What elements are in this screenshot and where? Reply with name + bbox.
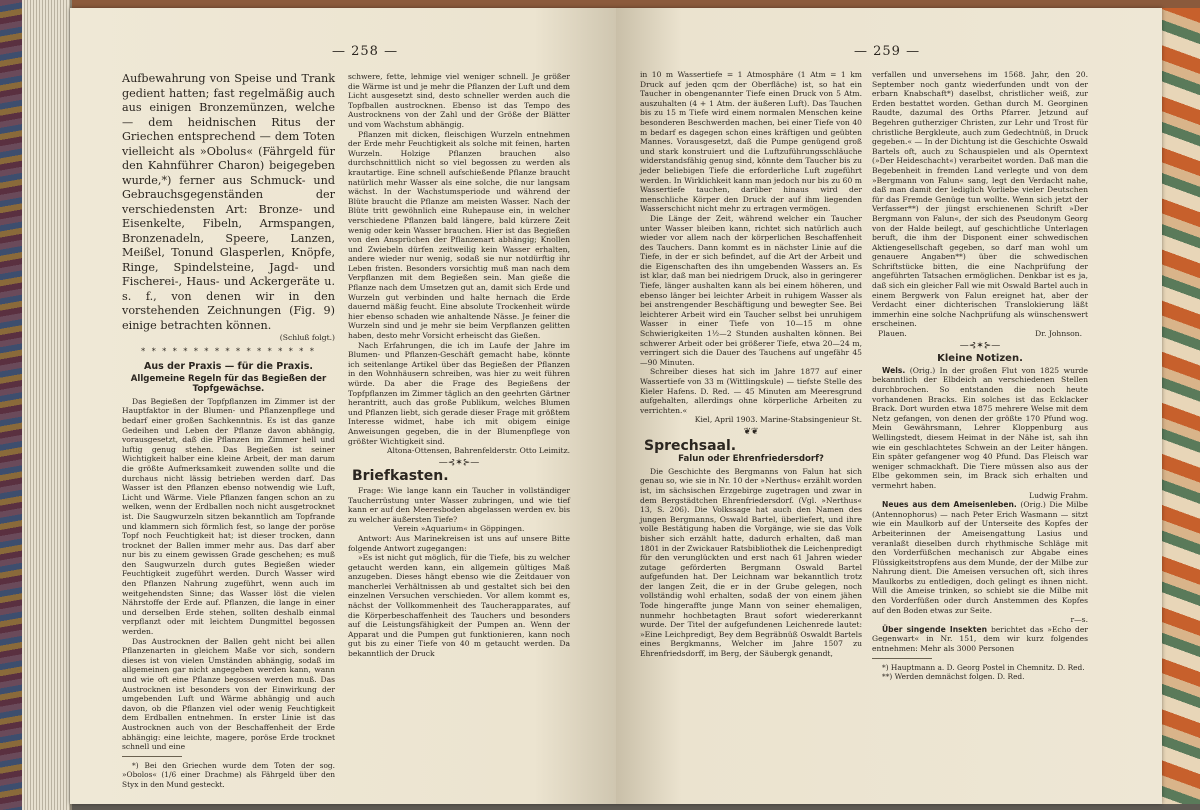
paragraph: Das Begießen der Topfpflanzen im Zimmer ist der Hauptfaktor in der Blumen- und Pflanzenpflege und bedarf einer großen Sachkenntnis. Es ist das ganze Gedeihen und Leben der Pflanze davon abhängig, vorausgesetzt, daß die Pflanzen im Zimmer hell und luftig genug stehen. Das Begießen ist seiner Wichtigkeit halber eine kleine Arbeit, der man darum die größte Aufmerksamkeit zuwenden sollte und die durchaus nicht lässig betrieben werden darf. Das Wasser ist den Pflanzen ebenso notwendig wie Luft, Licht und Wärme. Viele Pflanzen fangen schon an zu welken, wenn der Erdballen noch nicht ausgetrocknet ist. Die Saugwurzeln sitzen bekanntlich am Topfrande und klammern sich förmlich fest, so lange der poröse Topf noch Feuchtigkeit hat; ist dieser trocken, dann trocknet der Ballen immer mehr aus. Das darf aber nur bis zu einem gewissen Grade geschehen; es muß den Saugwurzeln durch gutes Begießen wieder Feuchtigkeit zugeführt werden. Durch Wasser wird den Pflanzen Nahrung zugeführt, wenn auch im weitgehendsten Sinne; das Wasser löst die vielen Nährstoffe der Erde auf. Pflanzen, die lange in einer und derselben Erde stehen, sollten deshalb einmal verpflanzt oder mit leichtem Dungmittel begossen werden. (122, 396, 335, 637)
question-sender: Verein »Aquarium« in Göppingen. (393, 524, 525, 534)
right-column-1 (640, 70, 862, 770)
kleine-notizen-heading: Kleine Notizen. (937, 353, 1023, 365)
intro-text: Aufbewahrung von Speise und Trank gedient hatten; fast regelmäßig auch aus einigen Bronzemünzen, welche — dem heidnischen Ritus der Griechen entsprechend — dem Toten vielleicht als »Obolus« (Fährgeld für den Kahnführer Charon) beigegeben wurde,*) ferner aus Schmuck- und Gebrauchsgegenständen der verschiedensten Art: Bronze- und Eisenkelte, Fibeln, Armspangen, Bronzenadeln, Speere, Lanzen, Meißel, Tonund Glasperlen, Knöpfe, Ringe, Spindelsteine, Jagd- und Fischerei-, Haus- und Ackergeräte u. s. f., von denen wir in den vorstehenden Zeichnungen (Fig. 9) einige betrachten können. (122, 72, 335, 332)
signature-row (872, 329, 1088, 339)
paragraph: Die Länge der Zeit, während welcher ein Taucher unter Wasser bleiben kann, richtet sich natürlich auch wieder vor allem nach der körperlichen Beschaffenheit des Tauchers. Dann kommt es in nächster Linie auf die Tiefe, in der er sich befindet, auf die Art der Arbeit und die Eigenschaften des ihn umgebenden Wassers an. Es ist klar, daß man bei niedrigem Druck, also in geringerer Tiefe, länger aushalten kann als bei einem höheren, und ebenso länger bei leichter Arbeit in ruhigem Wasser als bei anstrengender Beschäftigung und bewegter See. Bei leichterer Arbeit wird ein Taucher selbst bei unruhigem Wasser in einer Tiefe von 10—15 m ohne Schwierigkeiten 1½—2 Stunden aushalten können. Bei schwerer Arbeit oder bei größerer Tiefe, etwa 20—24 m, verringert sich die Dauer des Tauchens auf ungefähr 45—90 Minuten. (640, 213, 862, 367)
author-signature: Altona-Ottensen, Bahrenfelderstr. Otto Leimitz. (386, 446, 570, 456)
question: Frage: Wie lange kann ein Taucher in vollständiger Taucherrüstung unter Wasser zubringen, und wie tief kann er auf den Meeresboden abgelassen werden ev. bis zu welcher äußersten Tiefe? (348, 485, 570, 524)
paragraph: Pflanzen mit dicken, fleischigen Wurzeln entnehmen der Erde mehr Feuchtigkeit als solche mit feinen, harten Wurzeln. Holzige Pflanzen brauchen also durchschnittlich nicht so viel begossen zu werden als krautartige. Eine schnell aufschießende Pflanze braucht natürlich mehr Wasser als eine solche, die nur langsam wächst. In der Wachstumsperiode und während der Blüte braucht die Pflanze am meisten Wasser. Nach der Blüte tritt gewöhnlich eine Ruhepause ein, in welcher verschiedene Pflanzen bald längere, bald kürzere Zeit wenig oder kein Wasser brauchen. Hier ist das Begießen von den Ansprüchen der Pflanzenart abhängig; Knollen und Zwiebeln dürfen zeitweilig kein Wasser erhalten, andere wieder nur wenig, sodaß sie nur notdürftig ihr Leben fristen. Besonders vorsichtig muß man nach dem Verpflanzen mit dem Begießen sein. Man gieße die Pflanze nach dem Umsetzen gut an, damit sich Erde und Wurzeln gut verbinden und halte hernach die Erde dauernd mäßig feucht. Eine absolute Trockenheit würde hier ebenso schaden wie anhaltende Nässe. Je feiner die Wurzeln sind und je mehr sie beim Verpflanzen gelitten haben, desto mehr Vorsicht erheischt das Gießen. (348, 129, 570, 341)
paragraph: schwere, fette, lehmige viel weniger schnell. Je größer die Wärme ist und je mehr die Pflanzen der Luft und dem Licht ausgesetzt sind, desto schneller werden auch die Topfballen austrocknen. Ebenso ist das Tempo des Austrocknens von der Zahl und der Größe der Blätter und vom Wachstum abhängig. (348, 72, 570, 129)
page-number-left: — 258 — (332, 44, 399, 59)
right-page (616, 8, 1162, 804)
star-divider: * * * * * * * * * * * * * * * * * (141, 346, 316, 356)
section-subtitle: Allgemeine Regeln für das Begießen der Topfgewächse. (130, 373, 327, 394)
footnote-rule (872, 658, 932, 659)
footnote: *) Bei den Griechen wurde dem Toten der sog. »Obolos« (1/6 einer Drachme) als Fährgeld über den Styx in den Mund gesteckt. (122, 760, 335, 789)
ornament: ❦❦ (743, 426, 759, 437)
binding-strip (0, 0, 1200, 8)
notice-title: Neues aus dem Ameisenleben. (882, 500, 1017, 510)
footnote-rule (122, 756, 182, 757)
ornament: —⊰✶⊱— (959, 340, 1001, 351)
left-cover-marbled (0, 0, 22, 810)
footnote: **) Werden demnächst folgen. D. Red. (882, 672, 1025, 682)
notice-ameisen (872, 500, 1088, 615)
page-number-right: — 259 — (854, 44, 921, 59)
notice-insekten (872, 625, 1088, 654)
footnote: *) Hauptmann a. D. Georg Postel in Chemnitz. D. Red. (882, 662, 1085, 672)
answer-quote: »Es ist nicht gut möglich, für die Tiefe, bis zu welcher getaucht werden kann, ein allgemein gültiges Maß anzugeben. Dieses hängt ebenso wie die Zeitdauer von mancherlei Verhältnissen ab und gestaltet sich bei den einzelnen Versuchen verschieden. Vor allem kommt es, nächst der Vollkommenheit des Taucherapparates, auf die Körperbeschaffenheit des Tauchers und besonders auf die Leistungsfähigkeit der Pumpen an. Wenn der Apparat und die Pumpen gut funktionieren, kann noch gut bis zu einer Tiefe von 40 m getaucht werden. Da bekanntlich der Druck (348, 553, 570, 659)
signature-author: Dr. Johnson. (1035, 329, 1082, 339)
book-spread (70, 8, 1162, 804)
paragraph: Schreiber dieses hat sich im Jahre 1877 auf einer Wassertiefe von 33 m (Wittlingskule) — tiefste Stelle des Kieler Hafens. D. Red. — 45 Minuten am Meeresgrund aufgehalten, allerdings ohne körperliche Arbeiten zu verrichten.« (640, 367, 862, 415)
answer: Antwort: Aus Marinekreisen ist uns auf unsere Bitte folgende Antwort zugegangen: (348, 533, 570, 553)
notice-text: (Orig.) Die Milbe (Antennophorus) — nach Peter Erich Wasmann — sitzt wie ein Maulkorb auf der Unterseite des Kopfes der Arbeiterinnen der Ameisengattung Lasius und veranlaßt dieselben durch rhythmische Schläge mit den Vorderfüßchen mechanisch zur Abgabe eines Flüssigkeitstropfens aus dem Munde, der der Milbe zur Nahrung dient. Die Ameisen versuchen oft, sich ihres Maulkorbs zu entledigen, doch gelingt es ihnen nicht. Will die Ameise trinken, so schiebt sie die Milbe mit den Vorderfüßen oder durch Anstemmen des Kopfes auf den Boden etwas zur Seite. (872, 500, 1089, 615)
continued-note: (Schluß folgt.) (279, 333, 335, 342)
paragraph: verfallen und unversehens im 1568. Jahr, den 20. September noch gantz wiederfunden undt von der erbarn Knabschaft*) daselbst, christlicher weiß, zur Erden bestattet worden. Gethan durch M. Georginen Raudte, dazumal des Orths Pfarrer. Jetzund auf Begehren gutherziger Christen, zur Lehr und Trost für christliche Bergkleute, auch zum Gedechtnüß, in Druck gegeben.« — In der Dichtung ist die Geschichte Oswald Bartels oft, auch zu Schauspielen und als Operntext (»Der Heideschacht«) verarbeitet worden. Daß man die Begebenheit in fremden Land verlegte und von dem »Bergmann von Falun« sang, legt den Verdacht nahe, daß man damit der lediglich Vorliebe vieler Deutschen für das Fremde Genüge tun wollte. Wenn sich jetzt der Verfasser**) der jüngst erschienenen Schrift »Der Bergmann von Falun«, der sich des Pseudonym Georg von der Halde beilegt, auf geschichtliche Unterlagen beruft, die ihm der Disponent einer schwedischen Aktiengesellschaft gegeben, so darf man wohl um genauere Angaben**) über die schwedischen Schriftstücke bitten, die eine Nachprüfung der angeführten Tatsachen ermöglichen. Denkbar ist es ja, daß sich ein gleicher Fall wie mit Oswald Bartel auch in einem Bergwerk von Falun ereignet hat, aber der Verdacht einer dichterischen Translokierung läßt immerhin eine solche Nachprüfung als wünschenswert erscheinen. (872, 70, 1088, 329)
briefkasten-heading: Briefkasten. (352, 468, 449, 485)
notice-text: berichtet das »Echo der Gegenwart« in Nr. 151, dem wir kurz folgendes entnehmen: Mehr als 3000 Personen (872, 624, 1089, 654)
author-signature: Kiel, April 1903. Marine-Stabsingenieur St. (694, 415, 862, 425)
sprechsaal-heading: Sprechsaal. (644, 437, 737, 454)
right-column-2 (872, 70, 1088, 770)
signature-place: Plauen. (878, 329, 907, 339)
notice-signature: Ludwig Frahm. (1029, 490, 1088, 500)
notice-signature: r—s. (1070, 615, 1088, 625)
right-cover-pattern (1162, 8, 1200, 804)
left-column-2 (348, 72, 570, 770)
ornament: —⊰✶⊱— (438, 457, 480, 468)
paragraph: Das Austrocknen der Ballen geht nicht bei allen Pflanzenarten in gleichem Maße vor sich, sondern dieses ist von vielen Umständen abhängig, sodaß im allgemeinen gar nicht angegeben werden kann, wann und wie oft eine Pflanze begossen werden muß. Das Austrocknen ist besonders von der Einwirkung der umgebenden Luft und Wärme abhängig und auch davon, ob die Pflanzen viel oder wenig Feuchtigkeit dem Erdballen entnehmen. In erster Linie ist das Austrocknen auch von der Beschaffenheit der Erde abhängig: eine leichte, magere, poröse Erde trocknet schnell und eine (122, 636, 335, 752)
notice-wels (872, 366, 1088, 491)
paragraph: Nach Erfahrungen, die ich im Laufe der Jahre im Blumen- und Pflanzen-Geschäft gemacht habe, könnte ich seitenlange Artikel über das Begießen der Pflanzen in den Wohnhäusern schreiben, was hier zu weit führen würde. Da aber die Frage des Begießens der Topfpflanzen im Zimmer täglich an den geehrten Gärtner herantritt, auch das große Publikum, welches Blumen und Pflanzen liebt, sich gerade dieser Frage mit größtem Interesse widmet, habe ich mit obigem einige Anweisungen gegeben, die in der Blumenpflege von größter Wichtigkeit sind. (348, 340, 570, 446)
left-column-1 (122, 72, 335, 789)
left-page (70, 8, 616, 804)
notice-text: (Orig.) In der großen Flut von 1825 wurde bekanntlich der Elbdeich an verschiedenen Stellen durchbrochen. So entstanden die noch heute vorhandenen Bracks. Ein solches ist das Ecklacker Brack. Dort wurden etwa 1875 mehrere Welse mit dem Netz gefangen, von denen der größte 170 Pfund wog. Mein Gewährsmann, Lehrer Kloppenburg aus Wellingstedt, diesem Heimat in der Nähe ist, sah ihn wie ein geschlachtetes Schwein an der Leiter hängen. Ein später gefangener wog 40 Pfund. Das Fleisch war weniger schmackhaft. Die Tiere müssen also aus der Elbe gekommen sein, im Brack sich erhalten und vermehrt haben. (872, 365, 1088, 490)
section-title: Aus der Praxis — für die Praxis. (144, 361, 313, 373)
paragraph: Die Geschichte des Bergmanns von Falun hat sich genau so, wie sie in Nr. 10 der »Nerthus« erzählt worden ist, im sächsischen Erzgebirge zugetragen und zwar in dem Bergstädtchen Ehrenfriedersdorf. (Vgl. »Nerthus« 13, S. 206). Die Volkssage hat auch den Namen des jungen Bergmanns, Oswald Bartel, überliefert, und ihre volle Bestätigung haben die Vorgänge, wie sie das Volk bisher sich erzählt hatte, dadurch erhalten, daß man 1801 in der Zwickauer Ratsbibliothek die Leichenpredigt für den verunglückten und erst nach 61 Jahren wieder zutage geförderten Bergmann Oswald Bartel aufgefunden hat. Der Leichnam war bekanntlich trotz der langen Zeit, die er in der Grube gelegen, noch vollständig wohl erhalten, sodaß der von einem jähen Tode hingeraffte junge Mann von seiner ehemaligen, nunmehr hochbetagten Braut sofort wiedererkannt wurde. Der Titel der aufgefundenen Leichenrede lautet: »Eine Leichpredigt, Bey dem Begräbnüß Oswaldt Bartels eines Bergkmanns, Welcher im Jahre 1507 zu Ehrenfriedsdorff, im Berg, der Säubergk genandt, (640, 466, 862, 659)
notice-title: Über singende Insekten (882, 624, 988, 634)
notice-title: Wels. (882, 365, 906, 375)
paragraph: in 10 m Wassertiefe = 1 Atmosphäre (1 Atm = 1 km Druck auf jeden qcm der Oberfläche) ist, so hat ein Taucher in obengenannter Tiefe einen Druck von 5 Atm. auszuhalten (4 + 1 Atm. der äußeren Luft). Das Tauchen bis zu 15 m Tiefe wird einem normalen Menschen keine besonderen Beschwerden machen, bei einer Tiefe von 40 m bedarf es dagegen schon eines kräftigen und geübten Mannes. Vorausgesetzt, daß die Pumpe genügend groß und stark konstruiert und die Luftzuführungsschläuche widerstandsfähig genug sind, könnte dem Taucher bis zu jeder beliebigen Tiefe die erforderliche Luft zugeführt werden. In Wirklichkeit kann man jedoch nur bis zu 60 m Wassertiefe tauchen, darüber hinaus wird der menschliche Körper den Druck der auf ihm liegenden Wasserschicht nicht mehr zu ertragen vermögen. (640, 70, 862, 214)
article-subheading: Falun oder Ehrenfriedersdorf? (678, 454, 824, 465)
